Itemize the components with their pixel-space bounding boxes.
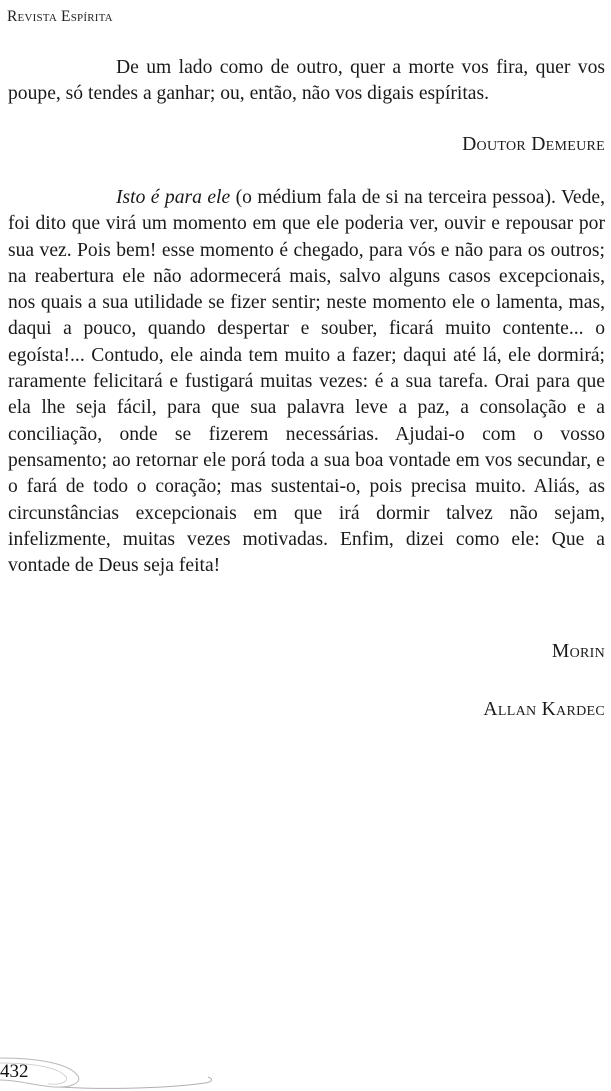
running-header: Revista Espírita: [7, 8, 113, 25]
signature-doutor-demeure: Doutor Demeure: [462, 134, 605, 155]
page-number-flourish-ornament: [0, 1050, 220, 1091]
body-paragraph-1: [8, 55, 605, 108]
body-paragraph-2: [8, 185, 605, 579]
signature-allan-kardec: Allan Kardec: [483, 699, 605, 720]
signature-morin: Morin: [551, 641, 605, 662]
paragraph-2-italic-lead: Isto é para ele: [116, 187, 231, 208]
paragraph-1-text: De um lado como de outro, quer a morte vos fira, quer vos poupe, só tendes a ganhar; ou, então, não vos digais espíritas.: [8, 57, 605, 105]
page-number: 432: [0, 1061, 29, 1082]
paragraph-2-text: (o médium fala de si na terceira pessoa). Vede, foi dito que virá um momento em que ele poderia ver, ouvir e repousar por sua vez. Pois bem! esse momento é chegado, para vós e não para os outros; na reabertura ele não adormecerá mais, salvo alguns casos excepcionais, nos quais a sua utilidade se fizer sentir; neste momento ele o lamenta, mas, daqui a pouco, quando despertar e souber, ficará muito contente... o egoísta!... Contudo, ele ainda tem muito a fazer; daqui até lá, ele dormirá; raramente felicitará e fustigará muitas vezes: é a sua tarefa. Orai para que ela lhe seja fácil, para que sua palavra leve a paz, a consolação e a conciliação, onde se fizerem necessárias. Ajudai-o com o vosso pensamento; ao retornar ele porá toda a sua boa vontade em vos secundar, e o fará de todo o coração; mas sustentai-o, pois precisa muito. Aliás, as circunstâncias excepcionais em que irá dormir talvez não sejam, infelizmente, muitas vezes motivadas. Enfim, dizei como ele: Que a vontade de Deus seja feita!: [8, 187, 606, 577]
